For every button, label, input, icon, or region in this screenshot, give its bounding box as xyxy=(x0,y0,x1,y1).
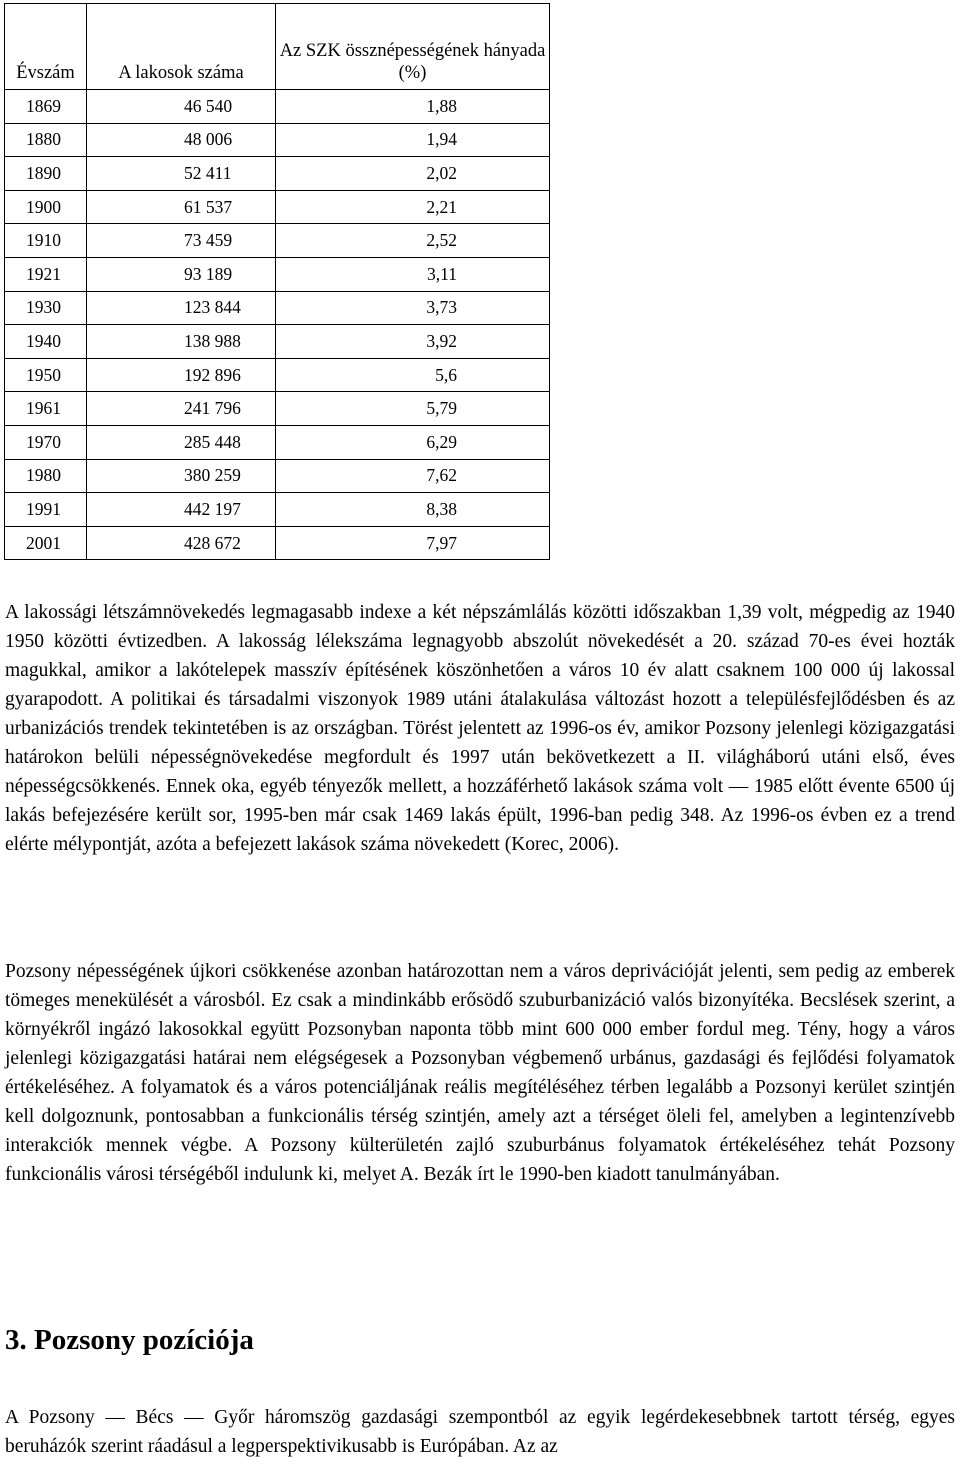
cell-share: 7,97 xyxy=(276,526,550,560)
cell-share: 3,92 xyxy=(276,325,550,359)
cell-population: 138 988 xyxy=(87,325,276,359)
table-row xyxy=(5,157,550,191)
table-row xyxy=(5,123,550,157)
table-row xyxy=(5,291,550,325)
cell-year: 2001 xyxy=(5,526,87,560)
cell-population: 123 844 xyxy=(87,291,276,325)
cell-share: 3,73 xyxy=(276,291,550,325)
paragraph-suburbanization: Pozsony népességének újkori csökkenése azonban határozottan nem a város deprivációját jelenti, sem pedig az emberek tömeges menekülését a városból. Ez csak a mindinkább erősödő szuburbanizáció valós bizonyítéka. Becslések szerint, a környékről ingázó lakosokkal együtt Pozsonyban naponta több mint 600 000 ember fordul meg. Tény, hogy a város jelenlegi közigazgatási határai nem elégségesek a Pozsonyban végbemenő urbánus, gazdasági és fejlődési folyamatok értékeléséhez. A folyamatok és a város potenciáljának reális megítéléséhez térben legalább a Pozsonyi kerület szintjén kell dolgoznunk, pontosabban a funkcionális térség szintjén, amely azt a térséget öleli fel, amelyben a legintenzívebb interakciók mennek végbe. A Pozsony külterületén zajló szuburbánus folyamatok értékeléséhez tehát Pozsony funkcionális városi térségéből indulunk ki, melyet A. Bezák írt le 1990-ben kiadott tanulmányában. xyxy=(5,961,955,1185)
table-row xyxy=(5,190,550,224)
cell-population: 428 672 xyxy=(87,526,276,560)
cell-share: 1,88 xyxy=(276,90,550,124)
table-row xyxy=(5,90,550,124)
table-body xyxy=(5,90,550,560)
table-header-row xyxy=(5,4,550,90)
cell-year: 1961 xyxy=(5,392,87,426)
cell-share: 3,11 xyxy=(276,257,550,291)
table-row xyxy=(5,425,550,459)
cell-year: 1880 xyxy=(5,123,87,157)
cell-share: 2,02 xyxy=(276,157,550,191)
cell-population: 48 006 xyxy=(87,123,276,157)
cell-share: 2,52 xyxy=(276,224,550,258)
cell-year: 1980 xyxy=(5,459,87,493)
header-year: Évszám xyxy=(5,4,87,90)
cell-share: 6,29 xyxy=(276,425,550,459)
table-row xyxy=(5,224,550,258)
cell-share: 2,21 xyxy=(276,190,550,224)
cell-year: 1869 xyxy=(5,90,87,124)
paragraph-population-growth: A lakossági létszámnövekedés legmagasabb indexe a két népszámlálás közötti időszakban 1,39 volt, mégpedig az 1940 1950 közötti évtizedben. A lakosság lélekszáma legnagyobb abszolút növekedését a 20. század 70-es évei hozták magukkal, amikor a lakótelepek masszív építésének köszönhetően a város 10 év alatt csaknem 100 000 új lakossal gyarapodott. A politikai és társadalmi viszonyok 1989 utáni átalakulása változást hozott a településfejlődésben és az urbanizációs trendek tekintetében is az országban. Törést jelentett az 1996-os év, amikor Pozsony jelenlegi közigazgatási határokon belüli népességnövekedése megfordult és 1997 után bekövetkezett a II. világháború utáni első, éves népességcsökkenés. Ennek oka, egyéb tényezők mellett, a hozzáférhető lakások száma volt — 1985 előtt évente 6500 új lakás befejezésére került sor, 1995-ben már csak 1469 lakás épült, 1996-ban pedig 348. Az 1996-os évben ez a trend elérte mélypontját, azóta a befejezett lakások száma növekedett (Korec, 2006). xyxy=(5,602,955,855)
cell-population: 285 448 xyxy=(87,425,276,459)
cell-population: 46 540 xyxy=(87,90,276,124)
cell-year: 1991 xyxy=(5,493,87,527)
cell-population: 52 411 xyxy=(87,157,276,191)
cell-population: 73 459 xyxy=(87,224,276,258)
cell-population: 380 259 xyxy=(87,459,276,493)
cell-share: 5,79 xyxy=(276,392,550,426)
cell-year: 1970 xyxy=(5,425,87,459)
cell-population: 241 796 xyxy=(87,392,276,426)
cell-share: 7,62 xyxy=(276,459,550,493)
section-heading: 3. Pozsony pozíciója xyxy=(5,1324,254,1356)
table-row xyxy=(5,459,550,493)
cell-year: 1930 xyxy=(5,291,87,325)
cell-year: 1900 xyxy=(5,190,87,224)
cell-year: 1890 xyxy=(5,157,87,191)
cell-year: 1950 xyxy=(5,358,87,392)
population-table xyxy=(4,3,550,560)
cell-population: 93 189 xyxy=(87,257,276,291)
header-share: Az SZK össznépességének hányada (%) xyxy=(276,4,550,90)
cell-year: 1940 xyxy=(5,325,87,359)
cell-population: 442 197 xyxy=(87,493,276,527)
cell-share: 8,38 xyxy=(276,493,550,527)
cell-population: 61 537 xyxy=(87,190,276,224)
cell-year: 1910 xyxy=(5,224,87,258)
paragraph-position: A Pozsony — Bécs — Győr háromszög gazdasági szempontból az egyik legérdekesebbnek tartott térség, egyes beruházók szerint ráadásul a legperspektivikusabb is Európában. Az az xyxy=(5,1407,955,1457)
table-row xyxy=(5,526,550,560)
table-row xyxy=(5,392,550,426)
table-row xyxy=(5,257,550,291)
table-row xyxy=(5,358,550,392)
table-row xyxy=(5,493,550,527)
header-population: A lakosok száma xyxy=(87,4,276,90)
cell-population: 192 896 xyxy=(87,358,276,392)
cell-share: 5,6 xyxy=(276,358,550,392)
cell-year: 1921 xyxy=(5,257,87,291)
cell-share: 1,94 xyxy=(276,123,550,157)
table-row xyxy=(5,325,550,359)
